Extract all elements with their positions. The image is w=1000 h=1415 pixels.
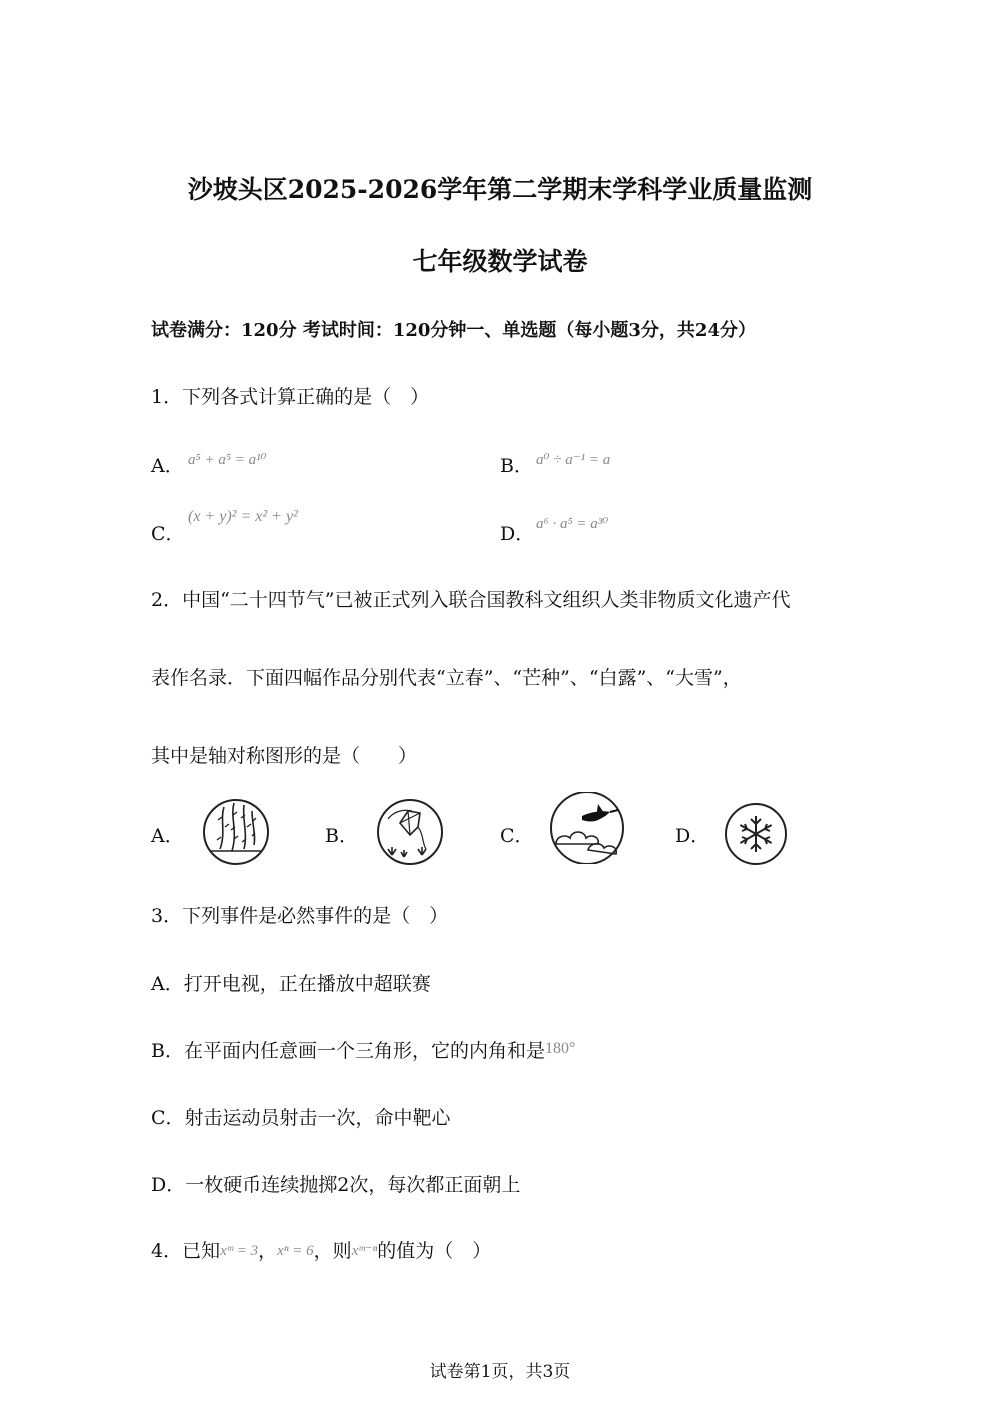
q3-option-b xyxy=(151,1036,575,1063)
question-3-stem: 3．下列事件是必然事件的是（ ） xyxy=(151,905,449,927)
q3-option-a-text: 打开电视，正在播放中超联赛 xyxy=(183,973,431,995)
q2-option-a-label: A． xyxy=(151,825,184,847)
question-2-stem-line1: 2．中国“二十四节气”已被正式列入联合国教科文组织人类非物质文化遗产代 xyxy=(151,589,791,611)
q3-option-b-text: 在平面内任意画一个三角形，它的内角和是 xyxy=(183,1040,545,1062)
q2-option-b-label: B． xyxy=(325,825,358,847)
exam-subtitle: 七年级数学试卷 xyxy=(412,247,588,276)
q3-option-a xyxy=(151,969,431,996)
q1-option-c-formula: (x + y)² = x² + y² xyxy=(188,508,298,525)
question-4-stem xyxy=(151,1236,491,1263)
q4-sep-1: ， xyxy=(258,1240,278,1262)
snowflake-icon xyxy=(723,803,789,865)
q2-option-d-label: D． xyxy=(675,825,710,847)
exam-info: 试卷满分：120分 考试时间：120分钟一、单选题（每小题3分，共24分） xyxy=(151,320,756,341)
exam-title: 沙坡头区2025-2026学年第二学期末学科学业质量监测 xyxy=(187,175,813,204)
q4-formula-2: xⁿ = 6 xyxy=(277,1243,314,1259)
q3-option-c xyxy=(151,1103,451,1130)
question-2-stem-line2: 表作名录．下面四幅作品分别代表“立春”、“芒种”、“白露”、“大雪”， xyxy=(151,667,742,689)
q3-option-c-label: C． xyxy=(151,1107,185,1129)
question-2-stem-line3: 其中是轴对称图形的是（ ） xyxy=(151,745,418,767)
q1-option-a-formula: a⁵ + a⁵ = a¹⁰ xyxy=(188,452,267,468)
q1-option-b-label: B． xyxy=(500,455,533,477)
q1-option-c-label: C． xyxy=(151,523,185,545)
goose-clouds-icon xyxy=(548,792,626,864)
question-1-stem: 1．下列各式计算正确的是（ ） xyxy=(151,386,430,408)
q1-option-d-formula: a⁶ · a⁵ = a³⁰ xyxy=(536,516,609,532)
page-footer: 试卷第1页，共3页 xyxy=(429,1362,571,1382)
q4-formula-3: xᵐ⁻ⁿ xyxy=(351,1243,378,1259)
q3-option-b-label: B． xyxy=(151,1040,184,1062)
q1-option-b-formula: a⁰ ÷ a⁻¹ = a xyxy=(536,452,611,468)
q4-sep-2: ，则 xyxy=(313,1240,352,1262)
q4-prefix: 4．已知 xyxy=(151,1240,221,1262)
q3-option-d-text: 一枚硬币连续抛掷2次，每次都正面朝上 xyxy=(185,1174,521,1196)
q4-suffix: 的值为（ ） xyxy=(377,1240,492,1262)
q3-option-a-label: A． xyxy=(151,973,184,995)
q1-option-a-label: A． xyxy=(151,455,184,477)
q3-option-c-text: 射击运动员射击一次，命中靶心 xyxy=(184,1107,451,1129)
kite-grain-icon xyxy=(374,799,446,865)
q3-option-b-formula: 180° xyxy=(544,1040,576,1057)
q2-option-c-label: C． xyxy=(500,825,534,847)
q4-formula-1: xᵐ = 3 xyxy=(220,1243,259,1259)
q3-option-d xyxy=(151,1170,520,1197)
q1-option-d-label: D． xyxy=(500,523,535,545)
q3-option-d-label: D． xyxy=(151,1174,186,1196)
willow-spring-icon xyxy=(200,799,272,865)
